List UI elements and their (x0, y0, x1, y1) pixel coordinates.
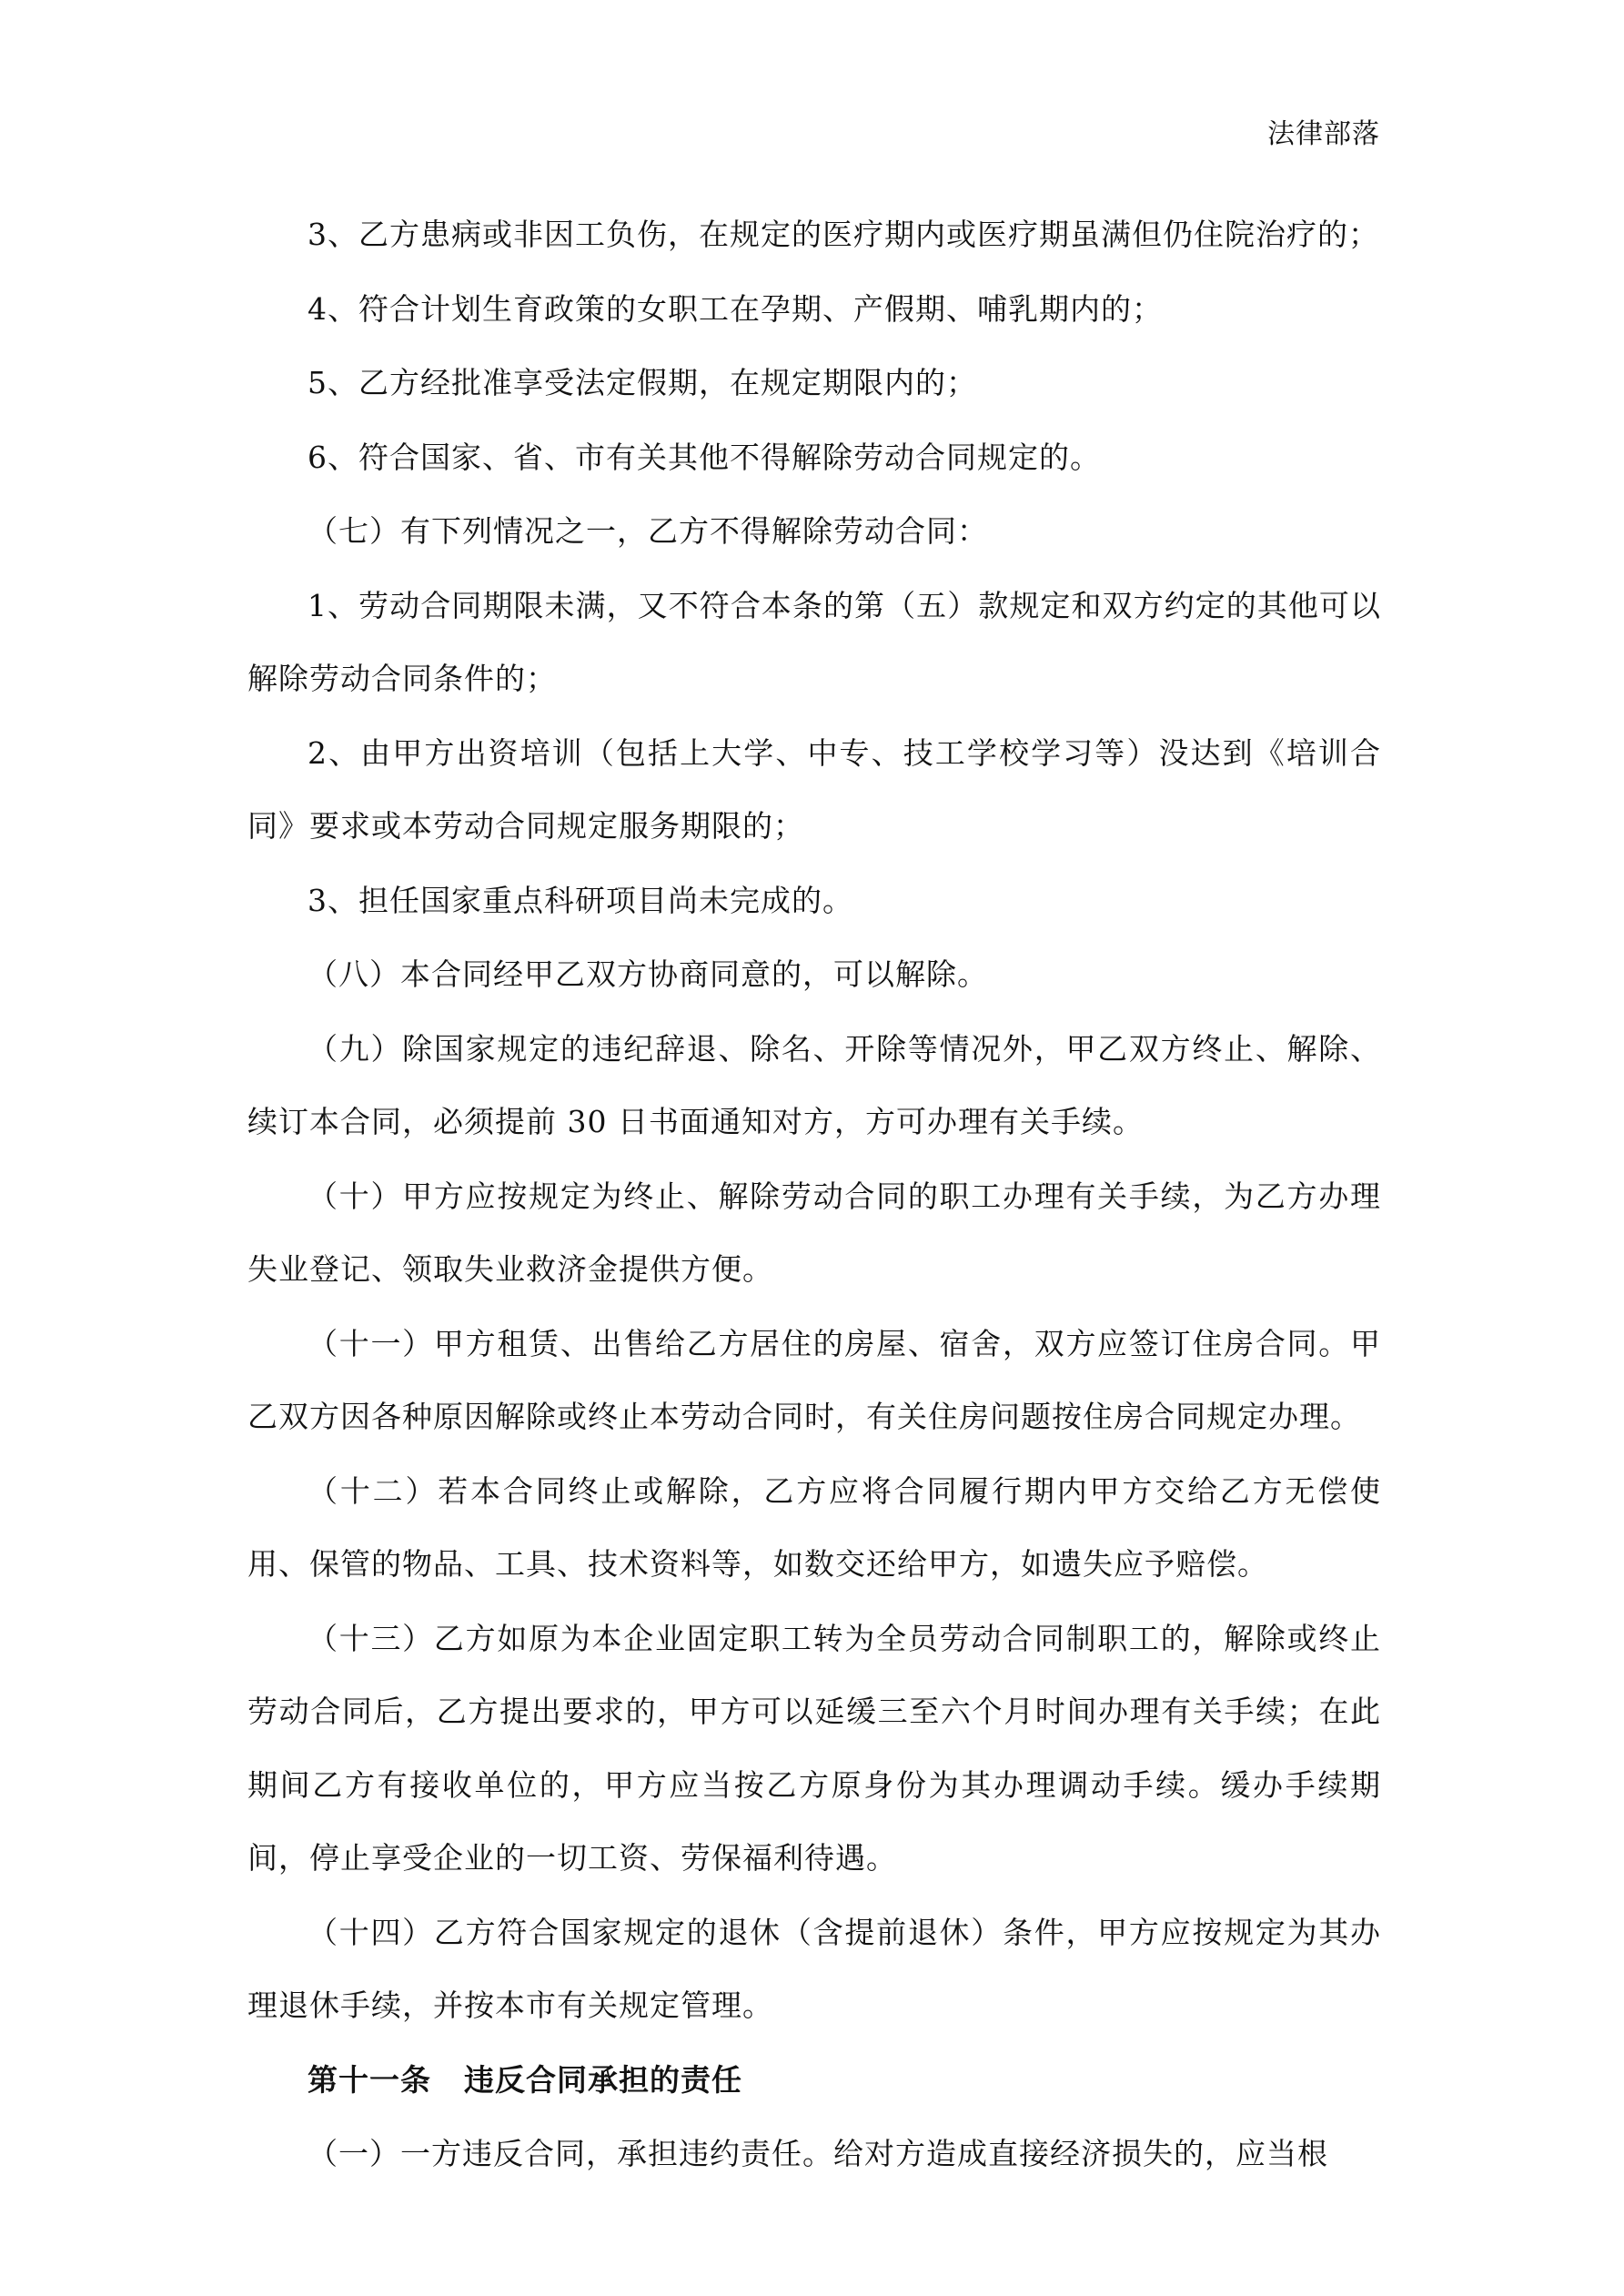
clause-paragraph: （十一）甲方租赁、出售给乙方居住的房屋、宿舍，双方应签订住房合同。甲乙双方因各种原因解除或终止本劳动合同时，有关住房问题按住房合同规定办理。 (247, 1325, 1381, 1434)
document-body (247, 198, 1381, 2192)
clause-paragraph: 4、符合计划生育政策的女职工在孕期、产假期、哺乳期内的； (308, 290, 1163, 327)
clause-paragraph: 6、符合国家、省、市有关其他不得解除劳动合同规定的。 (308, 439, 1101, 475)
page-header: 法律部落 (1267, 118, 1380, 150)
clause-paragraph: （十）甲方应按规定为终止、解除劳动合同的职工办理有关手续，为乙方办理失业登记、领取失业救济金提供方便。 (247, 1178, 1381, 1287)
clause-paragraph: 1、劳动合同期限未满，又不符合本条的第（五）款规定和双方约定的其他可以解除劳动合同条件的； (247, 587, 1381, 696)
section-heading (247, 2044, 1381, 2118)
clause-paragraph: 2、由甲方出资培训（包括上大学、中专、技工学校学习等）没达到《培训合同》要求或本劳动合同规定服务期限的； (247, 734, 1381, 844)
clause-paragraph: 3、乙方患病或非因工负伤，在规定的医疗期内或医疗期虽满但仍住院治疗的； (308, 217, 1379, 252)
clause-paragraph: （十四）乙方符合国家规定的退休（含提前退休）条件，甲方应按规定为其办理退休手续，并按本市有关规定管理。 (247, 1914, 1381, 2023)
section-title: 违反合同承担的责任 (464, 2061, 742, 2098)
clause-paragraph: （十三）乙方如原为本企业固定职工转为全员劳动合同制职工的，解除或终止劳动合同后，乙方提出要求的，甲方可以延缓三至六个月时间办理有关手续；在此期间乙方有接收单位的，甲方应当按乙方原身份为其办理调动手续。缓办手续期间，停止享受企业的一切工资、劳保福利待遇。 (247, 1620, 1381, 1876)
clause-paragraph: （七）有下列情况之一，乙方不得解除劳动合同： (308, 513, 988, 549)
clause-paragraph: （九）除国家规定的违纪辞退、除名、开除等情况外，甲乙双方终止、解除、续订本合同，必须提前 30 日书面通知对方，方可办理有关手续。 (247, 1030, 1381, 1139)
clause-paragraph: 3、担任国家重点科研项目尚未完成的。 (308, 882, 853, 918)
clause-paragraph: （八）本合同经甲乙双方协商同意的，可以解除。 (308, 956, 988, 992)
clause-paragraph-final: （一）一方违反合同，承担违约责任。给对方造成直接经济损失的，应当根 (308, 2136, 1328, 2171)
clause-paragraph: 5、乙方经批准享受法定假期，在规定期限内的； (308, 365, 977, 400)
clause-paragraph: （十二）若本合同终止或解除，乙方应将合同履行期内甲方交给乙方无偿使用、保管的物品、工具、技术资料等，如数交还给甲方，如遗失应予赔偿。 (247, 1472, 1381, 1582)
section-number: 第十一条 (308, 2061, 431, 2098)
